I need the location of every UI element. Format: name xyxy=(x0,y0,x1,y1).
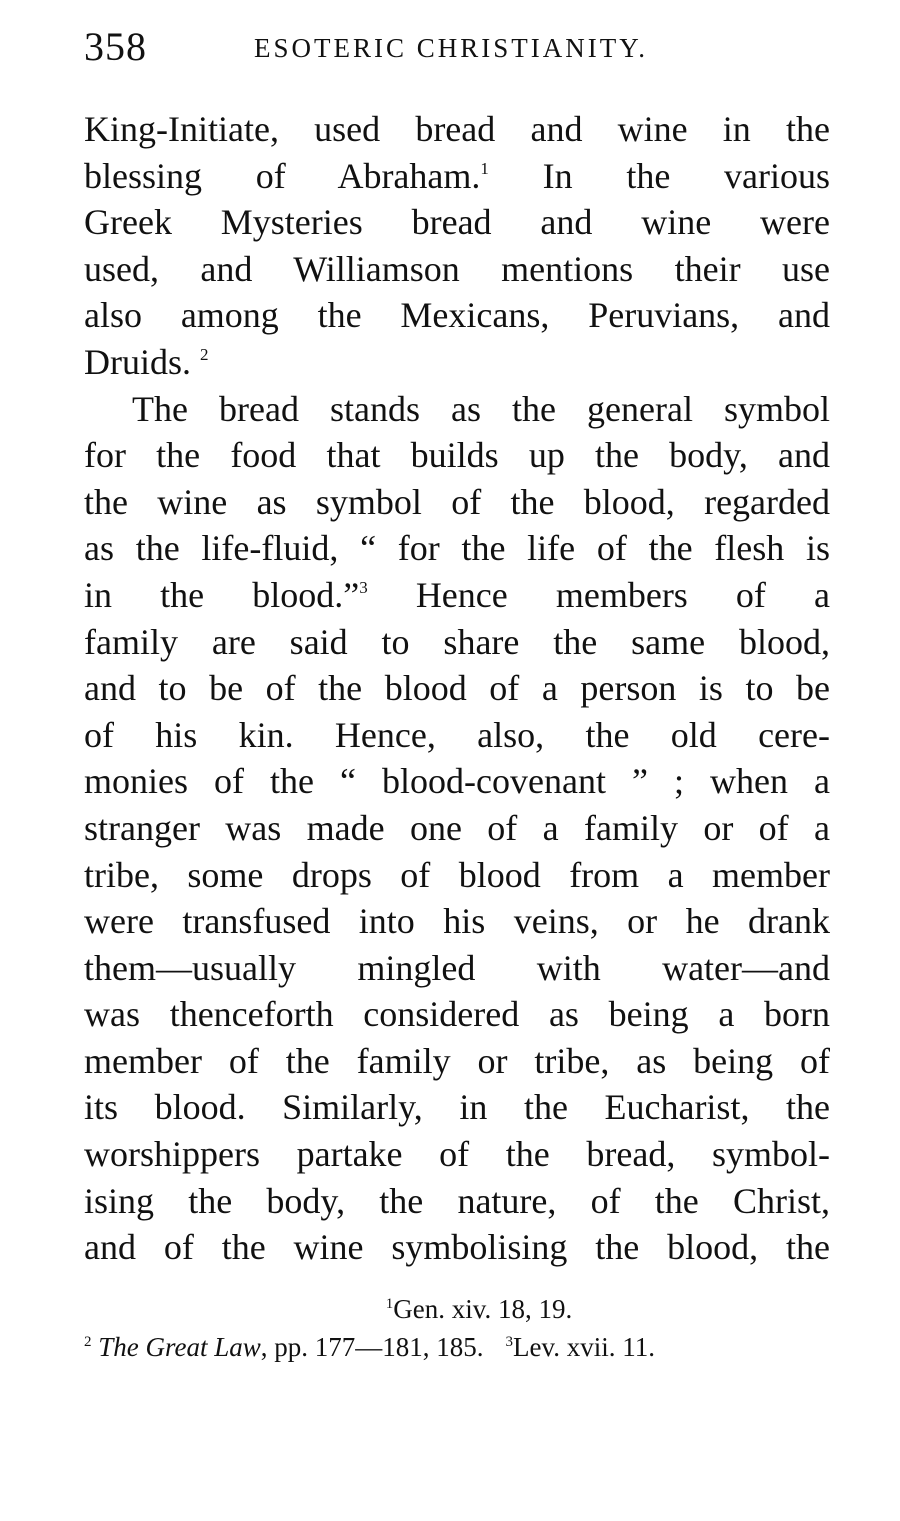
footnote-2-3: $^2$ The Great Law, pp. 177—181, 185. $^3$Lev. xvii. 11. xyxy=(84,1332,655,1362)
footnotes xyxy=(84,1290,830,1366)
text-line-18: were transfused into his veins, or he drank xyxy=(84,901,830,942)
text-line-8: for the food that builds up the body, and xyxy=(84,435,830,476)
body-text xyxy=(84,106,830,1271)
footnote-1: $^1$Gen. xiv. 18, 19. xyxy=(385,1294,573,1324)
text-line-21: member of the family or tribe, as being of xyxy=(84,1040,830,1081)
footnote-ref-3: 3 xyxy=(359,577,368,597)
text-line-20: was thenceforth considered as being a born xyxy=(84,994,830,1035)
text-line-25: and of the wine symbolising the blood, the xyxy=(84,1227,830,1268)
text-line-22: its blood. Similarly, in the Eucharist, the xyxy=(84,1087,830,1128)
text-line-1: King-Initiate, used bread and wine in the xyxy=(84,109,830,149)
text-line-13: and to be of the blood of a person is to be xyxy=(84,668,830,709)
text-line-23: worshippers partake of the bread, symbol- xyxy=(84,1134,830,1175)
text-line-10: as the life-fluid, “ for the life of the flesh is xyxy=(84,528,830,569)
footnote-mark-1: 1 xyxy=(385,1296,394,1312)
text-line-15: monies of the “ blood-covenant ” ; when a xyxy=(84,761,830,802)
text-line-7: The bread stands as the general symbol xyxy=(132,388,830,429)
text-line-19: them—usually mingled with water—and xyxy=(84,947,830,988)
text-line-9: the wine as symbol of the blood, regarded xyxy=(84,481,830,522)
footnote-mark-2: 2 xyxy=(84,1334,92,1350)
footnote-2-title: The Great Law xyxy=(98,1332,261,1362)
page-number: 358 xyxy=(84,24,147,69)
text-line-11: in the blood.”$^3$ Hence members of a xyxy=(84,574,831,615)
running-title: ESOTERIC CHRISTIANITY. xyxy=(254,33,649,63)
footnote-ref-1: 1 xyxy=(480,158,489,178)
text-line-4: used, and Williamson mentions their use xyxy=(84,248,830,289)
footnote-3: Lev. xvii. 11. xyxy=(513,1332,655,1362)
text-line-5: also among the Mexicans, Peruvians, and xyxy=(84,295,830,336)
text-line-2: blessing of Abraham.$^1$ In the various xyxy=(84,155,830,196)
text-line-17: tribe, some drops of blood from a member xyxy=(84,854,830,895)
running-head xyxy=(84,22,844,72)
text-line-16: stranger was made one of a family or of a xyxy=(84,807,830,848)
footnote-mark-3: 3 xyxy=(505,1334,514,1350)
text-line-14: of his kin. Hence, also, the old cere- xyxy=(84,714,830,755)
text-line-3: Greek Mysteries bread and wine were xyxy=(84,202,830,243)
text-line-6: Druids. $^2$ xyxy=(84,341,209,382)
footnote-ref-2: 2 xyxy=(200,344,209,364)
text-line-12: family are said to share the same blood, xyxy=(84,621,830,662)
text-line-24: ising the body, the nature, of the Christ, xyxy=(84,1180,830,1221)
